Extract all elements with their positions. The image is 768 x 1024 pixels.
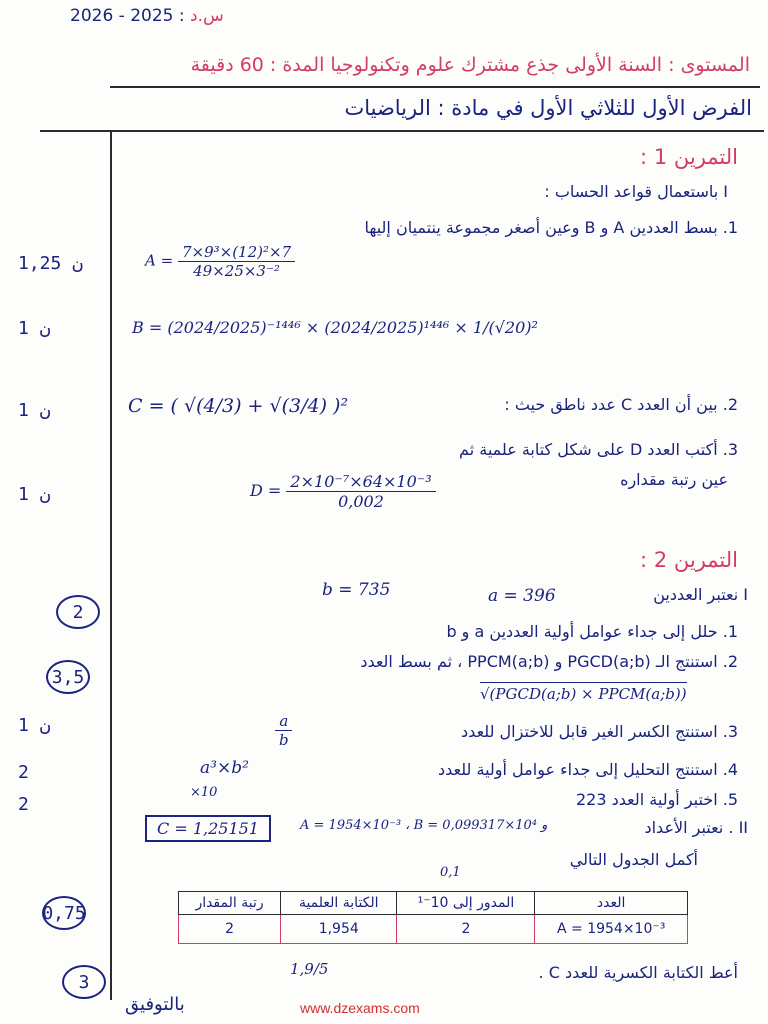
ex1-q3b: عين رتبة مقداره [620, 470, 728, 489]
b-label: B = [132, 318, 163, 337]
ex2-q5: 5. اختبر أولية العدد 223 [576, 790, 738, 809]
footer-link[interactable]: www.dzexams.com [300, 1000, 420, 1016]
d-denominator: 0,002 [338, 492, 384, 511]
score-ex1-b: 1 ن [18, 318, 51, 339]
expr-c: C = ( √(4/3) + √(3/4) )² [128, 395, 349, 417]
exercise1-title: التمرين 1 : [640, 145, 738, 169]
score-ex1-q3: 1 ن [18, 484, 51, 505]
q3-frac [275, 712, 293, 749]
th-number: العدد [535, 892, 688, 915]
closing-text: بالتوفيق [125, 994, 185, 1015]
a-numerator: 7×9³×(12)²×7 [178, 243, 295, 262]
exam-title: الفرض الأول للثلاثي الأول في مادة : الرياضيات [344, 96, 752, 120]
year-text: 2026 - 2025 : [70, 6, 185, 26]
score-ex2-table: 0,75 [42, 896, 86, 930]
a-fraction [178, 243, 295, 280]
score-ex2-q5: 2 [18, 794, 29, 815]
ex2-q1: 1. حلل إلى جداء عوامل أولية العددين a و b [446, 622, 738, 641]
q3-fraction [275, 712, 293, 749]
ex2-q2: 2. استنتج الـ PGCD(a;b) و PPCM(a;b) ، ثم بسط العدد [360, 652, 738, 671]
ex2-part2-values: A = 1954×10⁻³ ، B = 0,099317×10⁴ و [300, 818, 548, 833]
expr-b [132, 318, 538, 337]
expr-d [250, 472, 436, 511]
th-order: رتبة المقدار [179, 892, 281, 915]
c-value-box: C = 1,25151 [145, 815, 271, 842]
score-ex2-q4: 2 [18, 762, 29, 783]
a-label: A = [145, 251, 174, 270]
score-ex2-q3: 1 ن [18, 715, 51, 736]
ex2-last-question: أعط الكتابة الكسرية للعدد C . [538, 963, 738, 982]
last-note: 1,9/5 [290, 960, 329, 978]
td-rounded: 2 [397, 915, 535, 944]
fill-table-instruction: أكمل الجدول التالي [569, 850, 698, 869]
header-rule-1 [110, 86, 760, 88]
q4-note: ×10 [190, 785, 218, 800]
school-year [70, 6, 224, 26]
header-rule-2 [40, 130, 764, 132]
td-order: 2 [179, 915, 281, 944]
q3-numerator: a [275, 712, 292, 731]
score-ex2-q1: 2 [56, 595, 100, 629]
table-score: 0,1 [440, 865, 461, 880]
td-scientific: 1,954 [281, 915, 397, 944]
td-number: A = 1954×10⁻³ [535, 915, 688, 944]
a-value: a = 396 [488, 586, 556, 606]
th-scientific: الكتابة العلمية [281, 892, 397, 915]
ex1-q1: 1. بسط العددين A و B وعين أصغر مجموعة ينتميان إليها [364, 218, 738, 237]
table-header-row [179, 892, 688, 915]
score-ex2-last: 3 [62, 965, 106, 999]
q4-expr: a³×b² [200, 758, 249, 778]
q3-denominator: b [279, 731, 289, 749]
level-line: المستوى : السنة الأولى جذع مشترك علوم وتكنولوجيا المدة : 60 دقيقة [190, 54, 750, 76]
year-extra: س.د [190, 6, 224, 26]
th-rounded: المدور إلى 10⁻¹ [397, 892, 535, 915]
ex1-part1: I باستعمال قواعد الحساب : [544, 182, 728, 201]
d-label: D = [250, 481, 282, 500]
b-expression: (2024/2025)⁻¹⁴⁴⁶ × (2024/2025)¹⁴⁴⁶ × 1/(√20)² [167, 318, 538, 337]
score-ex2-q2: 3,5 [46, 660, 90, 694]
expr-a [145, 243, 295, 280]
ex2-intro: I نعتبر العددين [653, 585, 748, 604]
a-denominator: 49×25×3⁻² [193, 262, 280, 280]
score-ex1-q1: 1,25 ن [18, 253, 84, 274]
ex1-q2: 2. بين أن العدد C عدد ناطق حيث : [504, 395, 738, 414]
ex2-part2: II . نعتبر الأعداد [644, 818, 748, 837]
b-value: b = 735 [322, 580, 391, 600]
ex2-q4: 4. استنتج التحليل إلى جداء عوامل أولية للعدد [438, 760, 738, 779]
table-row [179, 915, 688, 944]
score-ex1-q2: 1 ن [18, 400, 51, 421]
d-numerator: 2×10⁻⁷×64×10⁻³ [286, 472, 435, 492]
exercise2-title: التمرين 2 : [640, 548, 738, 572]
margin-line [110, 130, 112, 1000]
ex2-q3: 3. استنتج الكسر الغير قابل للاختزال للعدد [461, 722, 738, 741]
ex2-q2-expr: √(PGCD(a;b) × PPCM(a;b)) [480, 682, 687, 703]
results-table [178, 891, 688, 944]
ex1-q3a: 3. أكتب العدد D على شكل كتابة علمية ثم [459, 440, 738, 459]
d-fraction [286, 472, 435, 511]
